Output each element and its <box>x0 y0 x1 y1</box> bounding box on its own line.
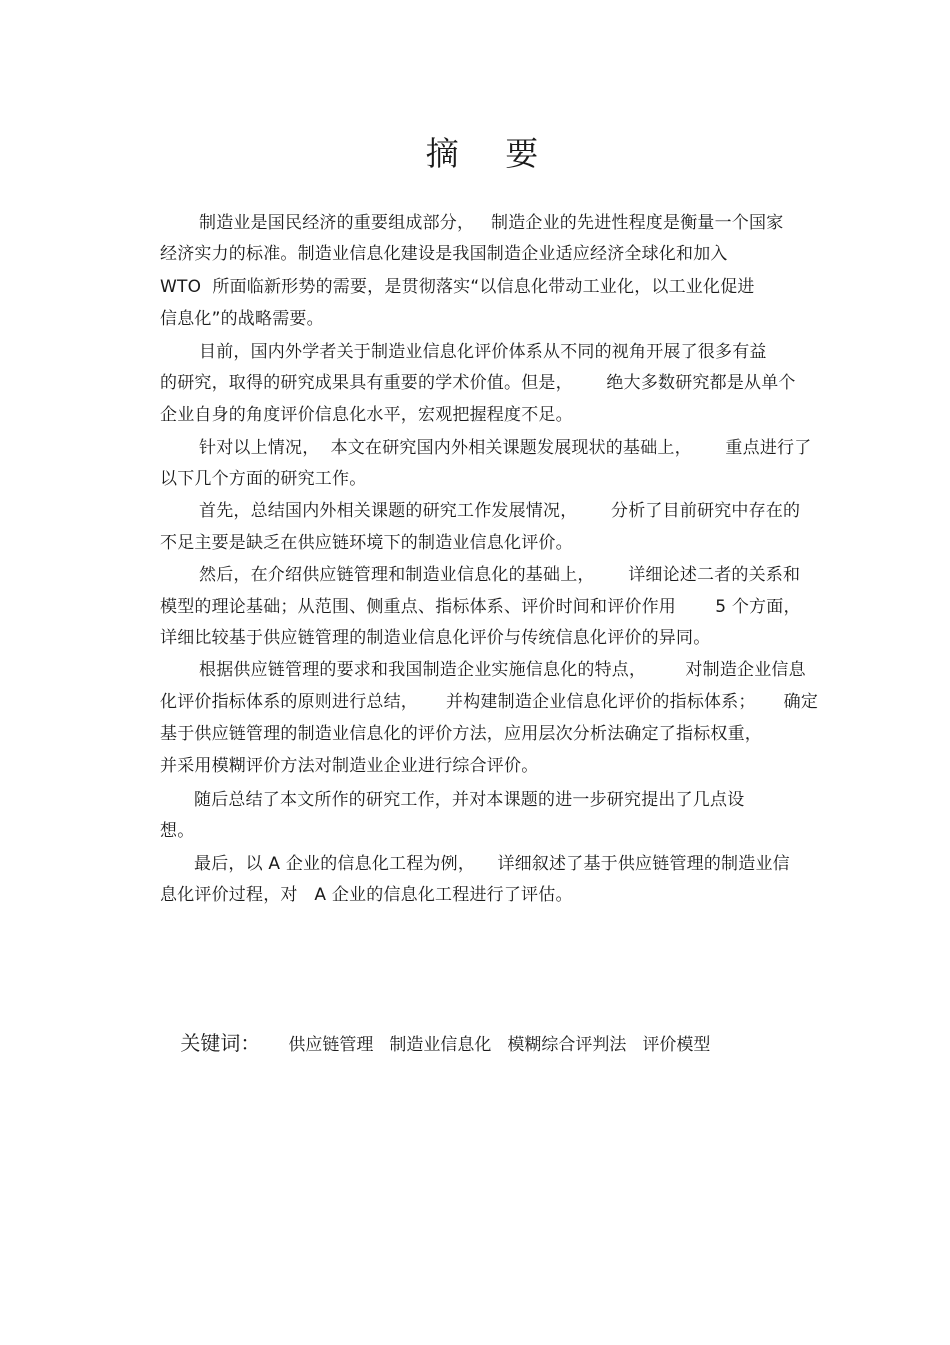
abstract-line: 的研究，取得的研究成果具有重要的学术价值。但是， 绝大多数研究都是从单个 <box>160 373 796 393</box>
abstract-line: 详细比较基于供应链管理的制造业信息化评价与传统信息化评价的异同。 <box>160 628 711 648</box>
keyword-item: 评价模型 <box>642 1035 711 1055</box>
abstract-line: 经济实力的标准。制造业信息化建设是我国制造企业适应经济全球化和加入 <box>160 244 728 264</box>
abstract-line: 息化评价过程，对 A 企业的信息化工程进行了评估。 <box>160 885 573 905</box>
abstract-line: 制造业是国民经济的重要组成部分， 制造企业的先进性程度是衡量一个国家 <box>199 213 784 233</box>
abstract-line: 不足主要是缺乏在供应链环境下的制造业信息化评价。 <box>160 533 573 553</box>
abstract-line: 并采用模糊评价方法对制造业企业进行综合评价。 <box>160 756 539 776</box>
keywords-label: 关键词： <box>180 1031 261 1055</box>
keyword-item: 供应链管理 <box>288 1035 374 1055</box>
abstract-line: 模型的理论基础；从范围、侧重点、指标体系、评价时间和评价作用 5 个方面， <box>160 597 801 617</box>
abstract-line: 企业自身的角度评价信息化水平，宏观把握程度不足。 <box>160 405 573 425</box>
keyword-item: 模糊综合评判法 <box>507 1035 627 1055</box>
abstract-line: 目前，国内外学者关于制造业信息化评价体系从不同的视角开展了很多有益 <box>199 342 767 362</box>
abstract-line: 化评价指标体系的原则进行总结， 并构建制造企业信息化评价的指标体系； 确定 <box>160 692 819 712</box>
abstract-line: 基于供应链管理的制造业信息化的评价方法，应用层次分析法确定了指标权重， <box>160 724 762 744</box>
page-title: 摘 要 <box>425 134 557 173</box>
abstract-line: 信息化”的战略需要。 <box>160 309 324 329</box>
abstract-line: 随后总结了本文所作的研究工作，并对本课题的进一步研究提出了几点设 <box>194 790 745 810</box>
abstract-line: 针对以上情况， 本文在研究国内外相关课题发展现状的基础上， 重点进行了 <box>199 438 812 458</box>
abstract-line: WTO 所面临新形势的需要，是贯彻落实“以信息化带动工业化，以工业化促进 <box>160 277 755 297</box>
keyword-item: 制造业信息化 <box>389 1035 492 1055</box>
abstract-line: 想。 <box>160 821 195 841</box>
abstract-line: 首先，总结国内外相关课题的研究工作发展情况， 分析了目前研究中存在的 <box>199 501 801 521</box>
abstract-line: 最后，以 A 企业的信息化工程为例， 详细叙述了基于供应链管理的制造业信 <box>194 854 790 874</box>
abstract-line: 然后，在介绍供应链管理和制造业信息化的基础上， 详细论述二者的关系和 <box>199 565 801 585</box>
abstract-line: 以下几个方面的研究工作。 <box>160 469 367 489</box>
keywords-line <box>160 1008 710 1075</box>
abstract-line: 根据供应链管理的要求和我国制造企业实施信息化的特点， 对制造企业信息 <box>199 660 806 680</box>
